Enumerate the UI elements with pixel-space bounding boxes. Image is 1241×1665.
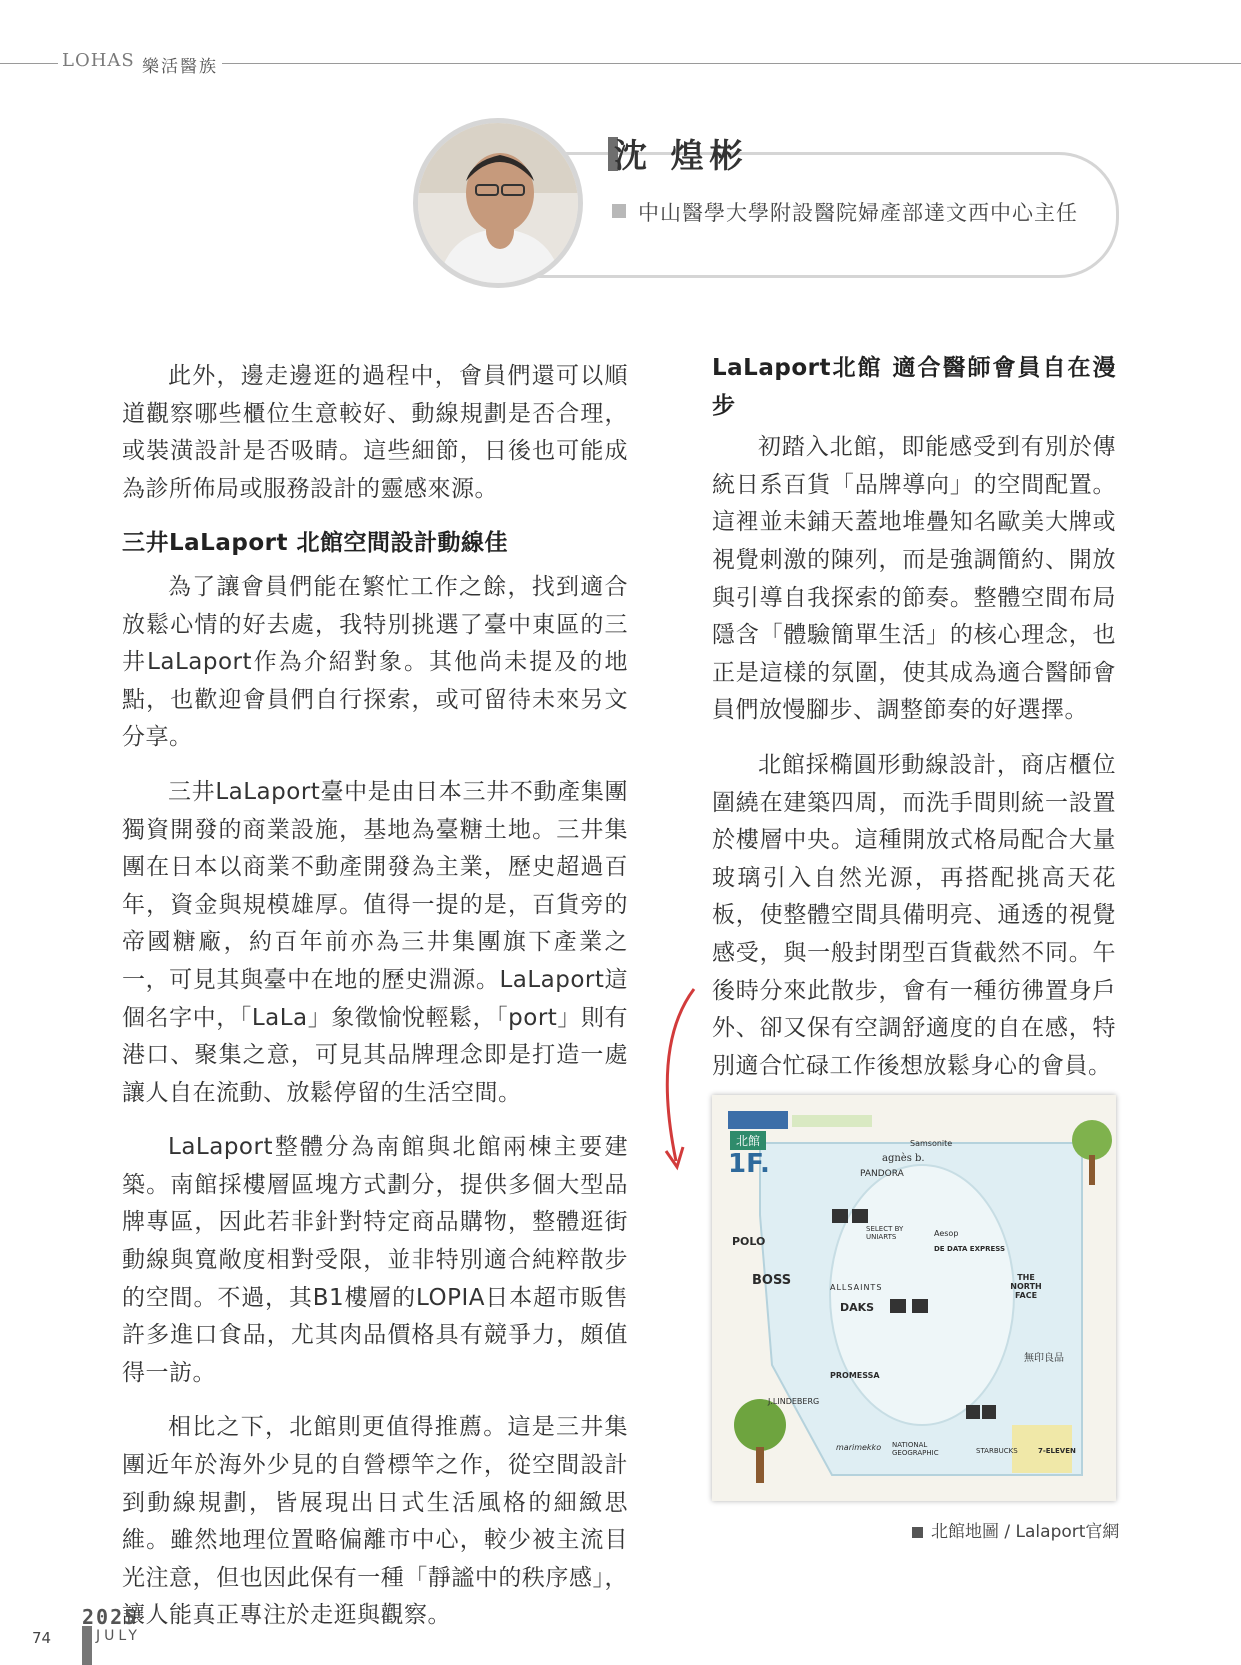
map-caption: 北館地圖 / Lalaport官網 [912, 1517, 1119, 1542]
paragraph: 相比之下，北館則更值得推薦。這是三井集團近年於海外少見的自營標竿之作，從空間設計到動線規劃，皆展現出日式生活風格的細緻思維。雖然地理位置略偏離市中心，較少被主流目光注意，但也因此保有一種「靜謐中的秩序感」，讓人能真正專注於走逛與觀察。 [122, 1414, 628, 1629]
left-column [122, 358, 628, 1635]
section-heading: 三井LaLaport 北館空間設計動線佳 [122, 530, 508, 557]
issue-date [82, 1605, 141, 1646]
section-heading: LaLaport北館 適合醫師會員自在漫步 [712, 355, 1116, 419]
map-store-label: Aesop [934, 1229, 959, 1238]
map-store-label: PANDORA [860, 1169, 904, 1179]
paragraph: 三井LaLaport臺中是由日本三井不動產集團獨資開發的商業設施，基地為臺糖土地。三井集團在日本以商業不動產開發為主業，歷史超過百年，資金與規模雄厚。值得一提的是，百貨旁的帝國糖廠，約百年前亦為三井集團旗下產業之一，可見其與臺中在地的歷史淵源。LaLaport這個名字中，「LaLa」象徵愉悅輕鬆，「port」則有港口、聚集之意，可見其品牌理念即是打造一處讓人自在流動、放鬆停留的生活空間。 [122, 778, 628, 1106]
map-store-label: DE DATA EXPRESS [934, 1245, 1006, 1253]
title-bullet [612, 204, 626, 218]
right-column [712, 350, 1116, 1085]
map-store-label: marimekko [836, 1443, 882, 1452]
issue-year: 2025 [82, 1605, 139, 1629]
paragraph: LaLaport整體分為南館與北館兩棟主要建築。南館採樓層區塊方式劃分，提供多個大型品牌專區，因此若非針對特定商品購物，整體逛街動線與寬敞度相對受限，並非特別適合純粹散步的空間。不過，其B1樓層的LOPIA日本超市販售許多進口食品，尤其肉品價格具有競爭力，頗值得一訪。 [122, 1134, 628, 1386]
avatar [413, 118, 583, 288]
map-store-label: J.LINDEBERG [768, 1397, 820, 1406]
map-store-label: SELECT BY UNIARTS [866, 1225, 904, 1241]
paragraph: 初踏入北館，即能感受到有別於傳統日系百貨「品牌導向」的空間配置。這裡並未鋪天蓋地堆疊知名歐美大牌或視覺刺激的陳列，而是強調簡約、開放與引導自我探索的節奏。整體空間布局隱含「體驗簡單生活」的核心理念，也正是這樣的氛圍，使其成為適合醫師會員們放慢腳步、調整節奏的好選擇。 [712, 434, 1116, 724]
paragraph: 此外，邊走邊逛的過程中，會員們還可以順道觀察哪些櫃位生意較好、動線規劃是否合理，或裝潢設計是否吸睛。這些細節，日後也可能成為診所佈局或服務設計的靈感來源。 [122, 363, 628, 502]
person-name: 沈 煌彬 [614, 136, 749, 175]
floor-map [712, 1095, 1116, 1501]
paragraph: 北館採橢圓形動線設計，商店櫃位圍繞在建築四周，而洗手間則統一設置於樓層中央。這種開放式格局配合大量玻璃引入自然光源，再搭配挑高天花板，使整體空間具備明亮、通透的視覺感受，與一般封閉型百貨截然不同。午後時分來此散步，會有一種彷彿置身戶外、卻又保有空調舒適度的自在感，特別適合忙碌工作後想放鬆身心的會員。 [712, 751, 1116, 1079]
header-rule-left [0, 63, 58, 64]
map-store-label: Samsonite [910, 1139, 953, 1148]
page-number: 74 [32, 1629, 52, 1647]
person-title: 中山醫學大學附設醫院婦產部達文西中心主任 [638, 201, 1078, 225]
map-store-label: 7-ELEVEN [1038, 1447, 1076, 1455]
map-store-label: THE NORTH FACE [1010, 1273, 1042, 1300]
map-store-label: NATIONAL GEOGRAPHIC [892, 1441, 939, 1457]
issue-month: JULY [96, 1628, 141, 1644]
map-store-label: POLO [732, 1235, 766, 1248]
map-store-label: BOSS [752, 1273, 792, 1288]
header-rule-right [215, 63, 1241, 64]
map-store-label: PROMESSA [830, 1371, 880, 1380]
map-building-label: 北館 [730, 1131, 766, 1150]
map-floor-label: 1F. [728, 1149, 770, 1179]
portrait-image [418, 123, 578, 283]
section-name: 樂活醫族 [138, 52, 222, 77]
brand-logo: LOHAS [62, 50, 135, 71]
map-store-label: STARBUCKS [976, 1447, 1018, 1455]
map-store-label: agnès b. [882, 1153, 925, 1164]
red-arrow-icon [650, 985, 720, 1185]
caption-bullet [912, 1527, 923, 1538]
paragraph: 為了讓會員們能在繁忙工作之餘，找到適合放鬆心情的好去處，我特別挑選了臺中東區的三井LaLaport作為介紹對象。其他尚未提及的地點，也歡迎會員們自行探索，或可留待未來另文分享。 [122, 573, 628, 751]
map-store-label: 無印良品 [1024, 1353, 1064, 1364]
map-store-label: DAKS [840, 1301, 875, 1314]
map-store-label: ALLSAINTS [830, 1283, 883, 1292]
